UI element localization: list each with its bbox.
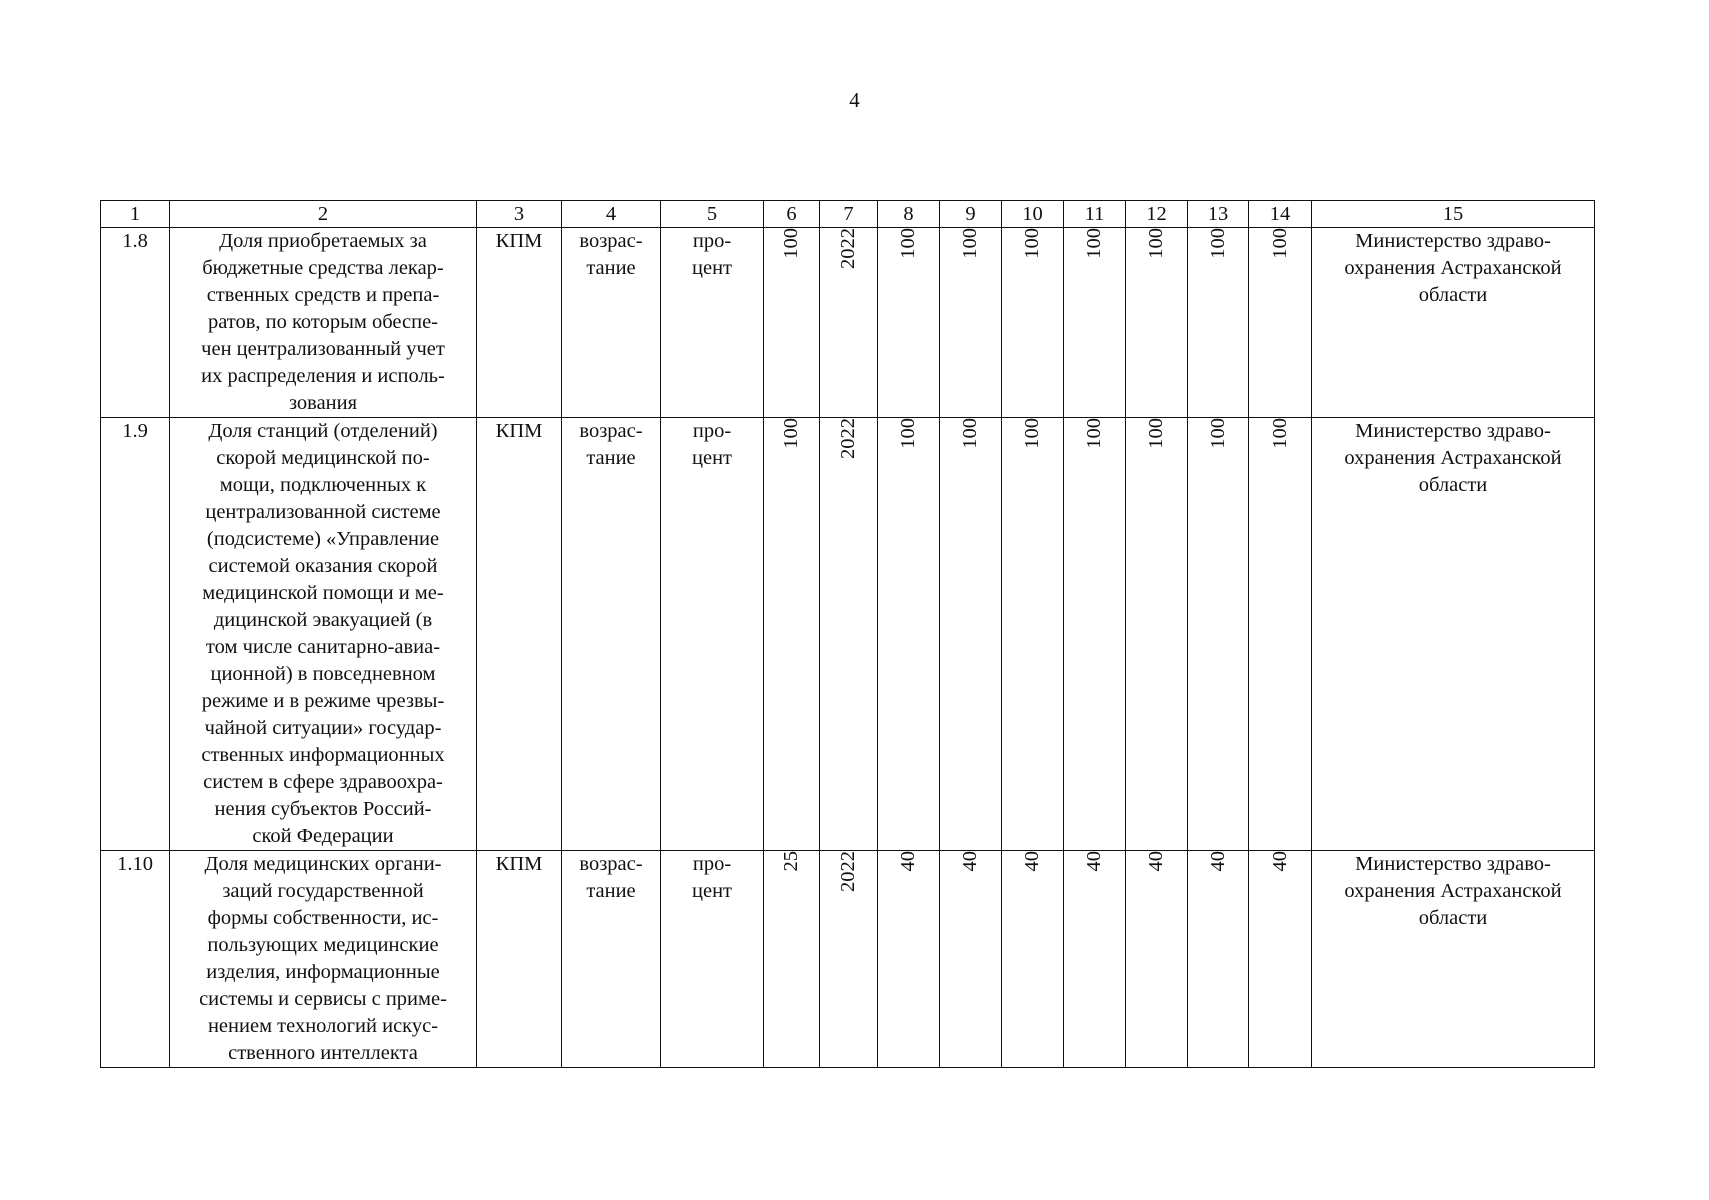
description-line: мощи, подключенных к xyxy=(219,474,427,496)
trend-line: тание xyxy=(586,257,636,279)
column-header: 6 xyxy=(764,201,820,228)
description-line: нением технологий искус- xyxy=(207,1015,439,1037)
trend-line: возрас- xyxy=(579,230,643,252)
column-header: 9 xyxy=(940,201,1002,228)
description-line: чен централизованный учет xyxy=(201,338,445,360)
indicators-table xyxy=(100,200,1595,1068)
column-header: 12 xyxy=(1126,201,1188,228)
value-text: 100 xyxy=(897,418,920,449)
value-text: 2022 xyxy=(837,228,860,269)
value-text: 100 xyxy=(1268,228,1291,259)
description-line: изделия, информационные xyxy=(206,961,440,983)
value-text: 100 xyxy=(780,418,803,449)
row-number: 1.9 xyxy=(101,418,170,851)
indicator-type: КПМ xyxy=(477,228,562,418)
description-line: ственных информационных xyxy=(201,744,445,766)
value-text: 100 xyxy=(1145,418,1168,449)
description-line: централизованной системе xyxy=(205,501,441,523)
indicator-unit xyxy=(661,228,764,418)
value-cell xyxy=(764,418,820,851)
value-cell xyxy=(1064,418,1126,851)
row-number: 1.8 xyxy=(101,228,170,418)
description-line: ственного интеллекта xyxy=(228,1042,418,1064)
value-text: 100 xyxy=(959,418,982,449)
value-cell xyxy=(1249,228,1312,418)
value-text: 100 xyxy=(1083,228,1106,259)
description-line: системой оказания скорой xyxy=(208,555,438,577)
responsible-organization xyxy=(1312,418,1595,851)
trend-line: возрас- xyxy=(579,853,643,875)
value-text: 25 xyxy=(780,851,803,872)
description-line: медицинской помощи и ме- xyxy=(202,582,444,604)
column-header: 2 xyxy=(170,201,477,228)
table-header-row xyxy=(101,201,1595,228)
value-text: 100 xyxy=(1206,418,1229,449)
unit-line: цент xyxy=(692,447,732,469)
column-header: 10 xyxy=(1002,201,1064,228)
value-cell xyxy=(1064,228,1126,418)
value-cell xyxy=(1249,418,1312,851)
unit-line: цент xyxy=(692,257,732,279)
table-row xyxy=(101,418,1595,851)
indicator-unit xyxy=(661,418,764,851)
responsible-line: охранения Астраханской xyxy=(1344,447,1562,469)
table-row xyxy=(101,851,1595,1068)
value-cell xyxy=(820,418,878,851)
description-line: ратов, по которым обеспе- xyxy=(207,311,438,333)
value-cell xyxy=(878,228,940,418)
responsible-line: Министерство здраво- xyxy=(1355,853,1551,875)
page-number: 4 xyxy=(849,88,860,112)
description-line: Доля станций (отделений) xyxy=(208,420,438,442)
value-text: 100 xyxy=(1268,418,1291,449)
description-line: ционной) в повседневном xyxy=(210,663,436,685)
responsible-line: области xyxy=(1418,284,1488,306)
value-cell xyxy=(1002,228,1064,418)
value-cell xyxy=(878,418,940,851)
unit-line: про- xyxy=(692,230,732,252)
indicator-trend xyxy=(562,228,661,418)
value-text: 100 xyxy=(1206,228,1229,259)
indicator-description xyxy=(170,418,477,851)
description-line: режиме и в режиме чрезвы- xyxy=(201,690,445,712)
description-line: пользующих медицинские xyxy=(207,934,439,956)
responsible-line: охранения Астраханской xyxy=(1344,880,1562,902)
description-line: систем в сфере здравоохра- xyxy=(203,771,443,793)
description-line: бюджетные средства лекар- xyxy=(202,257,444,279)
indicator-description xyxy=(170,851,477,1068)
column-header: 7 xyxy=(820,201,878,228)
value-cell xyxy=(1126,418,1188,851)
column-header: 15 xyxy=(1312,201,1595,228)
value-cell xyxy=(1126,228,1188,418)
value-cell xyxy=(940,418,1002,851)
description-line: скорой медицинской по- xyxy=(216,447,430,469)
responsible-line: области xyxy=(1418,907,1488,929)
description-line: Доля приобретаемых за xyxy=(219,230,427,252)
value-cell xyxy=(1126,851,1188,1068)
description-line: ственных средств и препа- xyxy=(206,284,440,306)
description-line: формы собственности, ис- xyxy=(207,907,439,929)
value-cell xyxy=(820,228,878,418)
trend-line: возрас- xyxy=(579,420,643,442)
value-text: 40 xyxy=(1083,851,1106,872)
table-row xyxy=(101,228,1595,418)
value-cell xyxy=(878,851,940,1068)
column-header: 1 xyxy=(101,201,170,228)
trend-line: тание xyxy=(586,880,636,902)
row-number: 1.10 xyxy=(101,851,170,1068)
value-cell xyxy=(1188,228,1249,418)
indicator-trend xyxy=(562,851,661,1068)
value-cell xyxy=(764,851,820,1068)
responsible-organization xyxy=(1312,228,1595,418)
description-line: Доля медицинских органи- xyxy=(204,853,442,875)
value-text: 40 xyxy=(1268,851,1291,872)
value-cell xyxy=(1188,418,1249,851)
value-cell xyxy=(764,228,820,418)
unit-line: про- xyxy=(692,420,732,442)
column-header: 3 xyxy=(477,201,562,228)
indicator-unit xyxy=(661,851,764,1068)
value-text: 2022 xyxy=(837,851,860,892)
column-header: 5 xyxy=(661,201,764,228)
indicator-description xyxy=(170,228,477,418)
value-text: 100 xyxy=(1083,418,1106,449)
description-line: их распределения и исполь- xyxy=(201,365,445,387)
responsible-line: области xyxy=(1418,474,1488,496)
value-text: 40 xyxy=(1206,851,1229,872)
indicator-type: КПМ xyxy=(477,851,562,1068)
value-text: 100 xyxy=(897,228,920,259)
value-text: 100 xyxy=(1145,228,1168,259)
description-line: том числе санитарно-авиа- xyxy=(205,636,441,658)
value-text: 100 xyxy=(959,228,982,259)
trend-line: тание xyxy=(586,447,636,469)
value-text: 2022 xyxy=(837,418,860,459)
indicator-type: КПМ xyxy=(477,418,562,851)
column-header: 13 xyxy=(1188,201,1249,228)
responsible-line: Министерство здраво- xyxy=(1355,420,1551,442)
value-text: 100 xyxy=(780,228,803,259)
description-line: зования xyxy=(288,392,358,414)
value-cell xyxy=(1249,851,1312,1068)
value-cell xyxy=(1188,851,1249,1068)
column-header: 11 xyxy=(1064,201,1126,228)
value-cell xyxy=(820,851,878,1068)
value-cell xyxy=(940,851,1002,1068)
value-text: 100 xyxy=(1021,228,1044,259)
column-header: 8 xyxy=(878,201,940,228)
value-cell xyxy=(1002,851,1064,1068)
column-header: 14 xyxy=(1249,201,1312,228)
value-cell xyxy=(1002,418,1064,851)
description-line: системы и сервисы с приме- xyxy=(199,988,447,1010)
value-text: 40 xyxy=(959,851,982,872)
description-line: ской Федерации xyxy=(252,825,394,847)
responsible-line: Министерство здраво- xyxy=(1355,230,1551,252)
column-header: 4 xyxy=(562,201,661,228)
value-text: 40 xyxy=(897,851,920,872)
value-cell xyxy=(940,228,1002,418)
description-line: (подсистеме) «Управление xyxy=(206,528,440,550)
responsible-line: охранения Астраханской xyxy=(1344,257,1562,279)
responsible-organization xyxy=(1312,851,1595,1068)
description-line: чайной ситуации» государ- xyxy=(204,717,442,739)
description-line: дицинской эвакуацией (в xyxy=(213,609,433,631)
value-cell xyxy=(1064,851,1126,1068)
value-text: 40 xyxy=(1021,851,1044,872)
description-line: заций государственной xyxy=(222,880,424,902)
description-line: нения субъектов Россий- xyxy=(214,798,432,820)
value-text: 100 xyxy=(1021,418,1044,449)
indicator-trend xyxy=(562,418,661,851)
unit-line: цент xyxy=(692,880,732,902)
unit-line: про- xyxy=(692,853,732,875)
value-text: 40 xyxy=(1145,851,1168,872)
